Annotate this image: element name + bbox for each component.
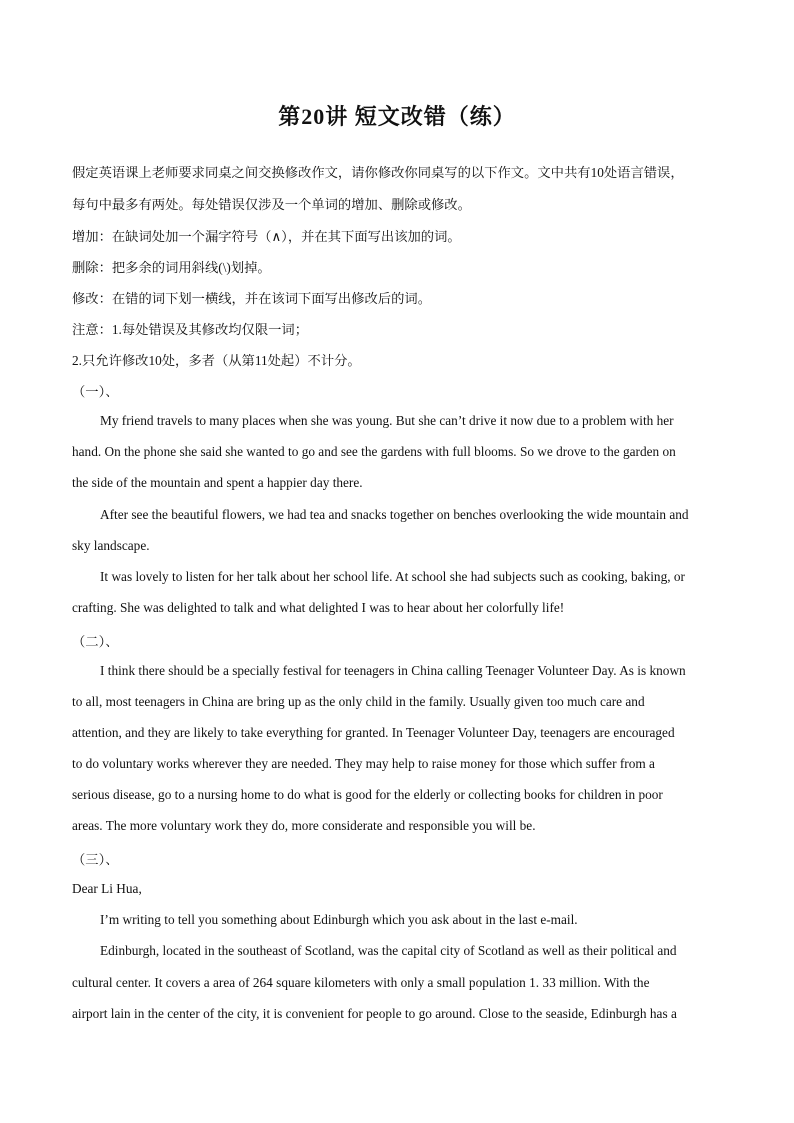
instruction-line: 2.只允许修改10处，多者（从第11处起）不计分。 bbox=[72, 353, 361, 368]
letter-salutation: Dear Li Hua, bbox=[72, 881, 142, 896]
passage-line: hand. On the phone she said she wanted to go and see the gardens with full blooms. So we drove to the garden on bbox=[72, 444, 676, 459]
passage-line: After see the beautiful flowers, we had tea and snacks together on benches overlooking the wide mountain and bbox=[100, 507, 689, 522]
instruction-line: 注意：1.每处错误及其修改均仅限一词； bbox=[72, 322, 309, 337]
section-heading: （二）、 bbox=[72, 634, 119, 649]
passage-line: cultural center. It covers a area of 264 square kilometers with only a small population 1. 33 million. With the bbox=[72, 975, 650, 990]
instruction-line: 假定英语课上老师要求同桌之间交换修改作文，请你修改你同桌写的以下作文。文中共有10处语言错误， bbox=[72, 165, 684, 180]
section-heading: （三）、 bbox=[72, 852, 119, 867]
instruction-line: 修改：在错的词下划一横线，并在该词下面写出修改后的词。 bbox=[72, 291, 432, 306]
passage-line: Edinburgh, located in the southeast of Scotland, was the capital city of Scotland as well as their political and bbox=[100, 943, 677, 958]
passage-line: serious disease, go to a nursing home to do what is good for the elderly or collecting books for children in poor bbox=[72, 787, 663, 802]
passage-line: to all, most teenagers in China are bring up as the only child in the family. Usually given too much care and bbox=[72, 694, 645, 709]
passage-line: attention, and they are likely to take everything for granted. In Teenager Volunteer Day, teenagers are encouraged bbox=[72, 725, 675, 740]
passage-line: areas. The more voluntary work they do, more considerate and responsible you will be. bbox=[72, 818, 536, 833]
instruction-line: 删除：把多余的词用斜线(\)划掉。 bbox=[72, 260, 271, 275]
passage-line: sky landscape. bbox=[72, 538, 150, 553]
passage-line: the side of the mountain and spent a happier day there. bbox=[72, 475, 363, 490]
passage-line: My friend travels to many places when she was young. But she can’t drive it now due to a problem with her bbox=[100, 413, 674, 428]
passage-line: to do voluntary works wherever they are needed. They may help to raise money for those which suffer from a bbox=[72, 756, 655, 771]
passage-line: I’m writing to tell you something about Edinburgh which you ask about in the last e-mail. bbox=[100, 912, 578, 927]
passage-line: It was lovely to listen for her talk about her school life. At school she had subjects such as cooking, baking, or bbox=[100, 569, 685, 584]
page-title: 第20讲 短文改错（练） bbox=[278, 104, 516, 129]
instruction-line: 每句中最多有两处。每处错误仅涉及一个单词的增加、删除或修改。 bbox=[72, 197, 471, 212]
passage-line: crafting. She was delighted to talk and what delighted I was to hear about her colorfully life! bbox=[72, 600, 565, 615]
passage-line: I think there should be a specially festival for teenagers in China calling Teenager Volunteer Day. As is known bbox=[100, 663, 686, 678]
passage-line: airport lain in the center of the city, it is convenient for people to go around. Close to the seaside, Edinburgh has a bbox=[72, 1006, 677, 1021]
section-heading: （一）、 bbox=[72, 384, 119, 399]
instruction-line: 增加：在缺词处加一个漏字符号（∧），并在其下面写出该加的词。 bbox=[72, 229, 461, 244]
